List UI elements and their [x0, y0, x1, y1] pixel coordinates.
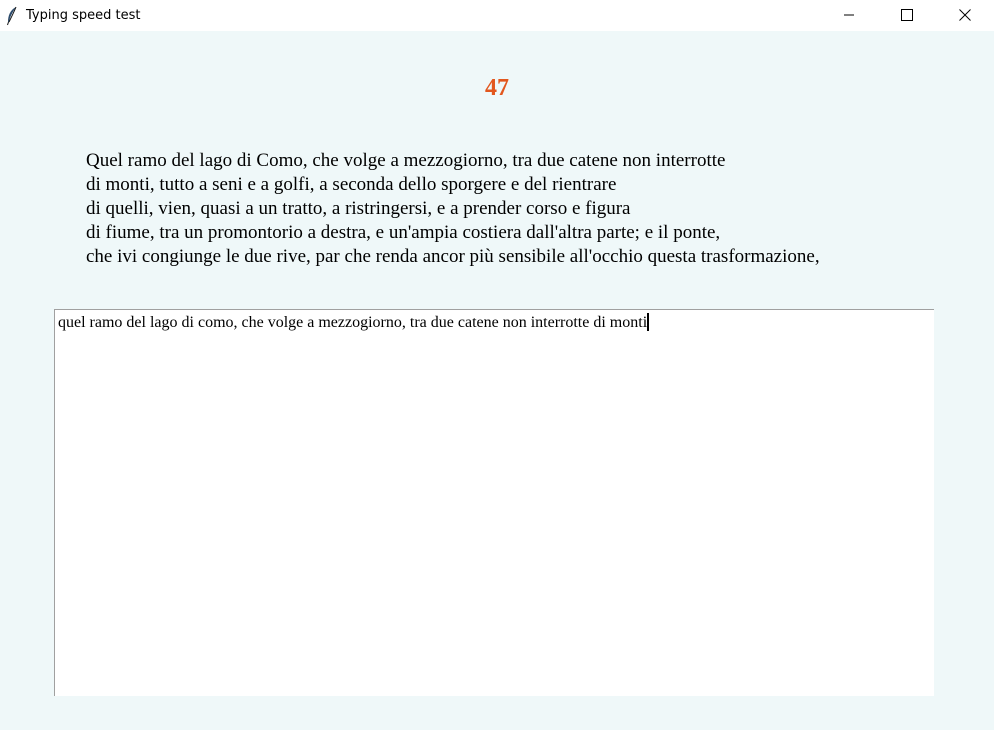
- main-content: [0, 31, 994, 730]
- window-controls: [820, 0, 994, 31]
- feather-icon: [4, 6, 20, 26]
- title-bar[interactable]: [0, 0, 994, 31]
- typing-input[interactable]: [54, 309, 934, 696]
- sample-text-line: Quel ramo del lago di Como, che volge a mezzogiorno, tra due catene non interrotte: [86, 150, 726, 171]
- maximize-icon: [901, 6, 913, 25]
- sample-text-line: di monti, tutto a seni e a golfi, a seconda dello sporgere e del rientrare: [86, 174, 617, 195]
- window-title: Typing speed test: [26, 8, 141, 23]
- minimize-button[interactable]: [820, 0, 878, 31]
- sample-text-line: di fiume, tra un promontorio a destra, e un'ampia costiera dall'altra parte; e il ponte,: [86, 222, 721, 243]
- minimize-icon: [843, 6, 855, 25]
- sample-text-line: che ivi congiunge le due rive, par che renda ancor più sensibile all'occhio questa trasformazione,: [86, 246, 820, 267]
- close-button[interactable]: [936, 0, 994, 31]
- typed-text: quel ramo del lago di como, che volge a mezzogiorno, tra due catene non interrotte di monti: [58, 314, 648, 331]
- close-icon: [959, 6, 971, 25]
- countdown-timer: 47: [485, 75, 509, 101]
- text-caret: [647, 313, 649, 331]
- sample-text: [86, 149, 966, 269]
- sample-text-line: di quelli, vien, quasi a un tratto, a ristringersi, e a prender corso e figura: [86, 198, 631, 219]
- maximize-button[interactable]: [878, 0, 936, 31]
